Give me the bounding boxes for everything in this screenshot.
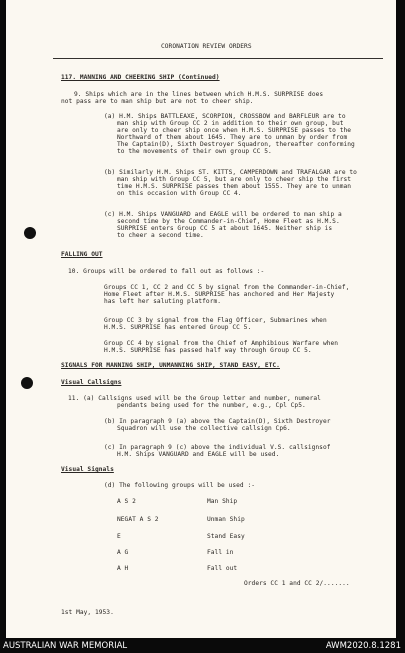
signal-code: A G [117, 549, 129, 556]
para-9a-line: Northward of them about 1645. They are to unman by order from [117, 134, 348, 141]
para-11a-line: 11. (a) Callsigns used will be the Group letter and number, numeral [68, 395, 321, 402]
para-10-group-line: Groups CC 1, CC 2 and CC 5 by signal from the Commander-in-Chief, [104, 284, 350, 291]
signal-meaning: Unman Ship [207, 516, 245, 523]
para-9b-line: (b) Similarly H.M. Ships ST. KITTS, CAMPERDOWN and TRAFALGAR are to [104, 169, 357, 176]
signal-code: E [117, 533, 121, 540]
para-10-group-line: has left her saluting platform. [104, 298, 222, 305]
para-10-group-line: H.M.S. SURPRISE has entered Group CC 5. [104, 324, 252, 331]
signal-meaning: Fall in [207, 549, 234, 556]
footer-institution: AUSTRALIAN WAR MEMORIAL [3, 641, 128, 651]
para-10-group-line: Group CC 4 by signal from the Chief of Amphibious Warfare when [104, 340, 339, 347]
para-9c-line: (c) H.M. Ships VANGUARD and EAGLE will be ordered to man ship a [104, 211, 342, 218]
para-9a-line: are only to cheer ship once when H.M.S. SURPRISE passes to the [117, 127, 352, 134]
para-10-group-line: H.M.S. SURPRISE has passed half way through Group CC 5. [104, 347, 312, 354]
page-header: CORONATION REVIEW ORDERS [161, 43, 252, 50]
falling-out-heading: FALLING OUT [61, 251, 103, 258]
visual-signals-heading: Visual Signals [61, 466, 114, 473]
visual-callsigns-heading: Visual Callsigns [61, 379, 122, 386]
signal-meaning: Man Ship [207, 498, 238, 505]
para-11a-line: pendants being used for the number, e.g., Cpl Cp5. [117, 402, 306, 409]
signal-meaning: Fall out [207, 565, 238, 572]
signal-code: A S 2 [117, 498, 136, 505]
signal-meaning: Stand Easy [207, 533, 245, 540]
para-11b-line: (b) In paragraph 9 (a) above the Captain(D), Sixth Destroyer [104, 418, 331, 425]
para-9a-line: to the movements of their own group CC 5. [117, 148, 272, 155]
punch-hole [21, 377, 33, 389]
para-9a-line: man ship with Group CC 2 in addition to their own group, but [117, 120, 344, 127]
footer-accession-number: AWM2020.8.1281 [325, 641, 401, 651]
signal-code: A H [117, 565, 129, 572]
para-9c-line: SURPRISE enters Group CC 5 at about 1645. Neither ship is [117, 225, 333, 232]
para-9b-line: man ship with Group CC 5, but are only to cheer ship the first [117, 176, 352, 183]
para-9a-line: (a) H.M. Ships BATTLEAXE, SCORPION, CROSSBOW and BARFLEUR are to [104, 113, 346, 120]
para-9c-line: to cheer a second time. [117, 232, 204, 239]
para-9b-line: on this occasion with Group CC 4. [117, 190, 242, 197]
punch-hole [24, 227, 36, 239]
para-11c-line: (c) In paragraph 9 (c) above the individual V.S. callsignsof [104, 444, 331, 451]
header-rule [53, 58, 383, 59]
para-10-group-line: Group CC 3 by signal from the Flag Officer, Submarines when [104, 317, 327, 324]
para-11d-line: (d) The following groups will be used :- [104, 482, 256, 489]
para-9c-line: second time by the Commander-in-Chief, Home Fleet as H.M.S. [117, 218, 340, 225]
signals-heading: SIGNALS FOR MANNING SHIP, UNMANNING SHIP, STAND EASY, ETC. [61, 362, 280, 369]
para-11c-line: H.M. Ships VANGUARD and EAGLE will be used. [117, 451, 280, 458]
para-9-line: not pass are to man ship but are not to cheer ship. [61, 98, 254, 105]
para-10-group-line: Home Fleet after H.M.S. SURPRISE has anchored and Her Majesty [104, 291, 335, 298]
para-9a-line: The Captain(D), Sixth Destroyer Squadron, thereafter conforming [117, 141, 355, 148]
para-10-line: 10. Groups will be ordered to fall out as follows :- [68, 268, 265, 275]
document-date: 1st May, 1953. [61, 609, 114, 616]
section-117-heading: 117. MANNING AND CHEERING SHIP (Continued) [61, 74, 220, 81]
para-9-line: 9. Ships which are in the lines between which H.M.S. SURPRISE does [74, 91, 324, 98]
signal-code: NEGAT A S 2 [117, 516, 159, 523]
para-9b-line: time H.M.S. SURPRISE passes them about 1555. They are to unman [117, 183, 352, 190]
continuation-note: Orders CC 1 and CC 2/....... [244, 580, 350, 587]
para-11b-line: Squadron will use the collective callsign Cp6. [117, 425, 291, 432]
